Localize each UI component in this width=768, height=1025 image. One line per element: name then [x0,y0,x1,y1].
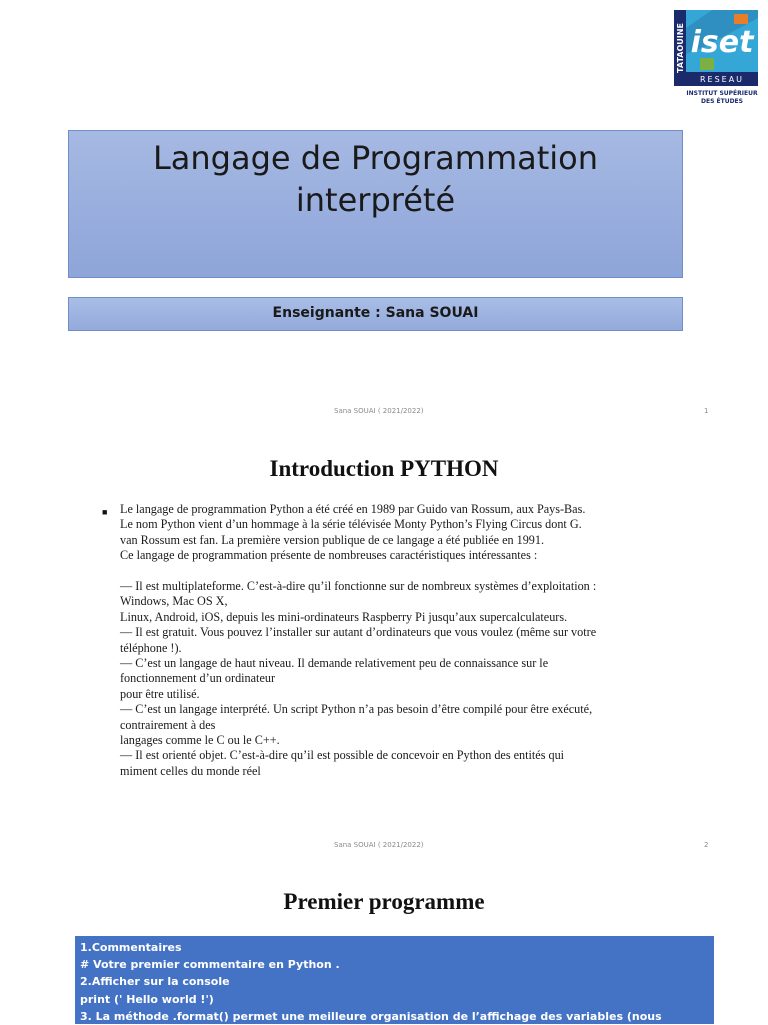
intro-line: téléphone !). [120,640,182,655]
logo-mark: iset [690,25,754,60]
intro-line: langages comme le C ou le C++. [120,733,280,748]
intro-line: — Il est multiplateforme. C’est-à-dire qu’il fonctionne sur de nombreux systèmes d’exploitation : [120,579,597,594]
intro-line: Le nom Python vient d’un hommage à la série télévisée Monty Python’s Flying Circus dont G. [120,517,582,532]
slide1-footer: Sana SOUAI ( 2021/2022) [334,407,424,415]
slide2-footer: Sana SOUAI ( 2021/2022) [334,841,424,849]
intro-line: pour être utilisé. [120,686,200,701]
intro-line: — Il est orienté objet. C’est-à-dire qu’il est possible de concevoir en Python des entités qui [120,748,565,763]
intro-line: contrairement à des [120,717,216,732]
logo-side-text: TATAOUINE [676,23,685,73]
logo-band-text: RESEAU [699,75,745,84]
logo-line1: INSTITUT SUPÉRIEUR [686,90,758,97]
teacher-box [68,297,683,331]
intro-line: miment celles du monde réel [120,763,261,778]
code-line: 3. La méthode .format() permet une meilleure organisation de l’affichage des variables (nous [80,1009,662,1023]
intro-line: — C’est un langage interprété. Un script Python n’a pas besoin d’être compilé pour être exécuté, [120,702,593,717]
code-line: print (' Hello world !') [80,992,214,1006]
intro-body [120,502,692,779]
slide2-page-number: 2 [704,841,709,849]
program-heading: Premier programme [283,889,485,914]
iset-logo [672,8,760,106]
intro-line [120,564,692,579]
slide-title [69,137,682,221]
intro-line: Linux, Android, iOS, depuis les mini-ordinateurs Raspberry Pi jusqu’aux supercalculateurs. [120,609,568,624]
intro-line: — Il est gratuit. Vous pouvez l’installer sur autant d’ordinateurs que vous voulez (même sur votre [120,625,597,640]
slide-title-line1: Langage de Programmation [152,139,599,177]
code-line: # Votre premier commentaire en Python . [80,958,340,972]
intro-line: fonctionnement d’un ordinateur [120,671,276,686]
title-box [68,130,683,278]
slide-title-line2: interprété [295,181,456,219]
logo-line2: DES ÉTUDES [701,98,743,105]
code-line: 2.Afficher sur la console [80,975,230,989]
intro-line: Le langage de programmation Python a été créé en 1989 par Guido van Rossum, aux Pays-Bas. [120,502,586,516]
code-line: 1.Commentaires [80,941,182,954]
code-text [80,939,662,1025]
intro-line: Ce langage de programmation présente de nombreuses caractéristiques intéressantes : [120,548,538,563]
code-box [75,936,714,1024]
intro-line: van Rossum est fan. La première version publique de ce langage a été publiée en 1991. [120,532,545,547]
slide1-page-number: 1 [704,407,709,415]
bullet-icon: ■ [102,507,108,517]
intro-line: Windows, Mac OS X, [120,594,228,609]
intro-heading: Introduction PYTHON [269,456,499,481]
intro-line: — C’est un langage de haut niveau. Il demande relativement peu de connaissance sur le [120,656,549,671]
teacher-label: Enseignante : Sana SOUAI [272,305,479,321]
